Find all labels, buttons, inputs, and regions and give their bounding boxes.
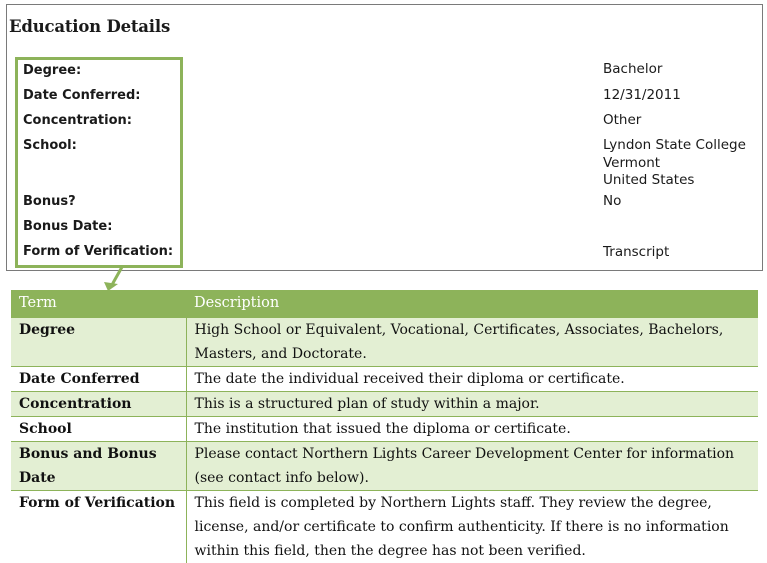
table-row	[11, 490, 758, 563]
bonus-value: No	[603, 193, 622, 209]
school-country: United States	[603, 172, 695, 188]
school-value	[603, 137, 746, 190]
table-row	[11, 366, 758, 391]
header-term: Term	[11, 290, 186, 317]
row-term: Date Conferred	[11, 366, 186, 391]
bonus-date-label: Bonus Date:	[23, 219, 113, 234]
school-name: Lyndon State College	[603, 137, 746, 153]
row-description: Please contact Northern Lights Career Development Center for information (see contact info below).	[186, 441, 758, 490]
header-description: Description	[186, 290, 758, 317]
row-description: This field is completed by Northern Lights staff. They review the degree, license, and/or certificate to confirm authenticity. If there is no information within this field, then the degree has not been verified.	[186, 490, 758, 563]
row-term: School	[11, 416, 186, 441]
panel-title: Education Details	[9, 17, 171, 36]
degree-label: Degree:	[23, 63, 82, 78]
date-conferred-value: 12/31/2011	[603, 87, 681, 103]
row-term: Degree	[11, 317, 186, 366]
row-description: High School or Equivalent, Vocational, Certificates, Associates, Bachelors, Masters, and Doctorate.	[186, 317, 758, 366]
table-row	[11, 441, 758, 490]
table-row	[11, 416, 758, 441]
form-of-verification-value: Transcript	[603, 244, 670, 260]
table-row	[11, 317, 758, 366]
terms-table	[11, 290, 758, 563]
row-term: Concentration	[11, 391, 186, 416]
school-state: Vermont	[603, 154, 661, 171]
row-description: The institution that issued the diploma or certificate.	[186, 416, 758, 441]
row-term: Bonus and Bonus Date	[11, 441, 186, 490]
education-details-panel	[6, 4, 763, 271]
table-row	[11, 391, 758, 416]
form-of-verification-label: Form of Verification:	[23, 244, 174, 259]
bonus-label: Bonus?	[23, 194, 76, 209]
row-description: The date the individual received their diploma or certificate.	[186, 366, 758, 391]
concentration-value: Other	[603, 112, 642, 128]
row-term: Form of Verification	[11, 490, 186, 563]
degree-value: Bachelor	[603, 61, 663, 77]
school-label: School:	[23, 138, 77, 153]
concentration-label: Concentration:	[23, 113, 132, 128]
date-conferred-label: Date Conferred:	[23, 88, 141, 103]
row-description: This is a structured plan of study within a major.	[186, 391, 758, 416]
table-header-row	[11, 290, 758, 317]
